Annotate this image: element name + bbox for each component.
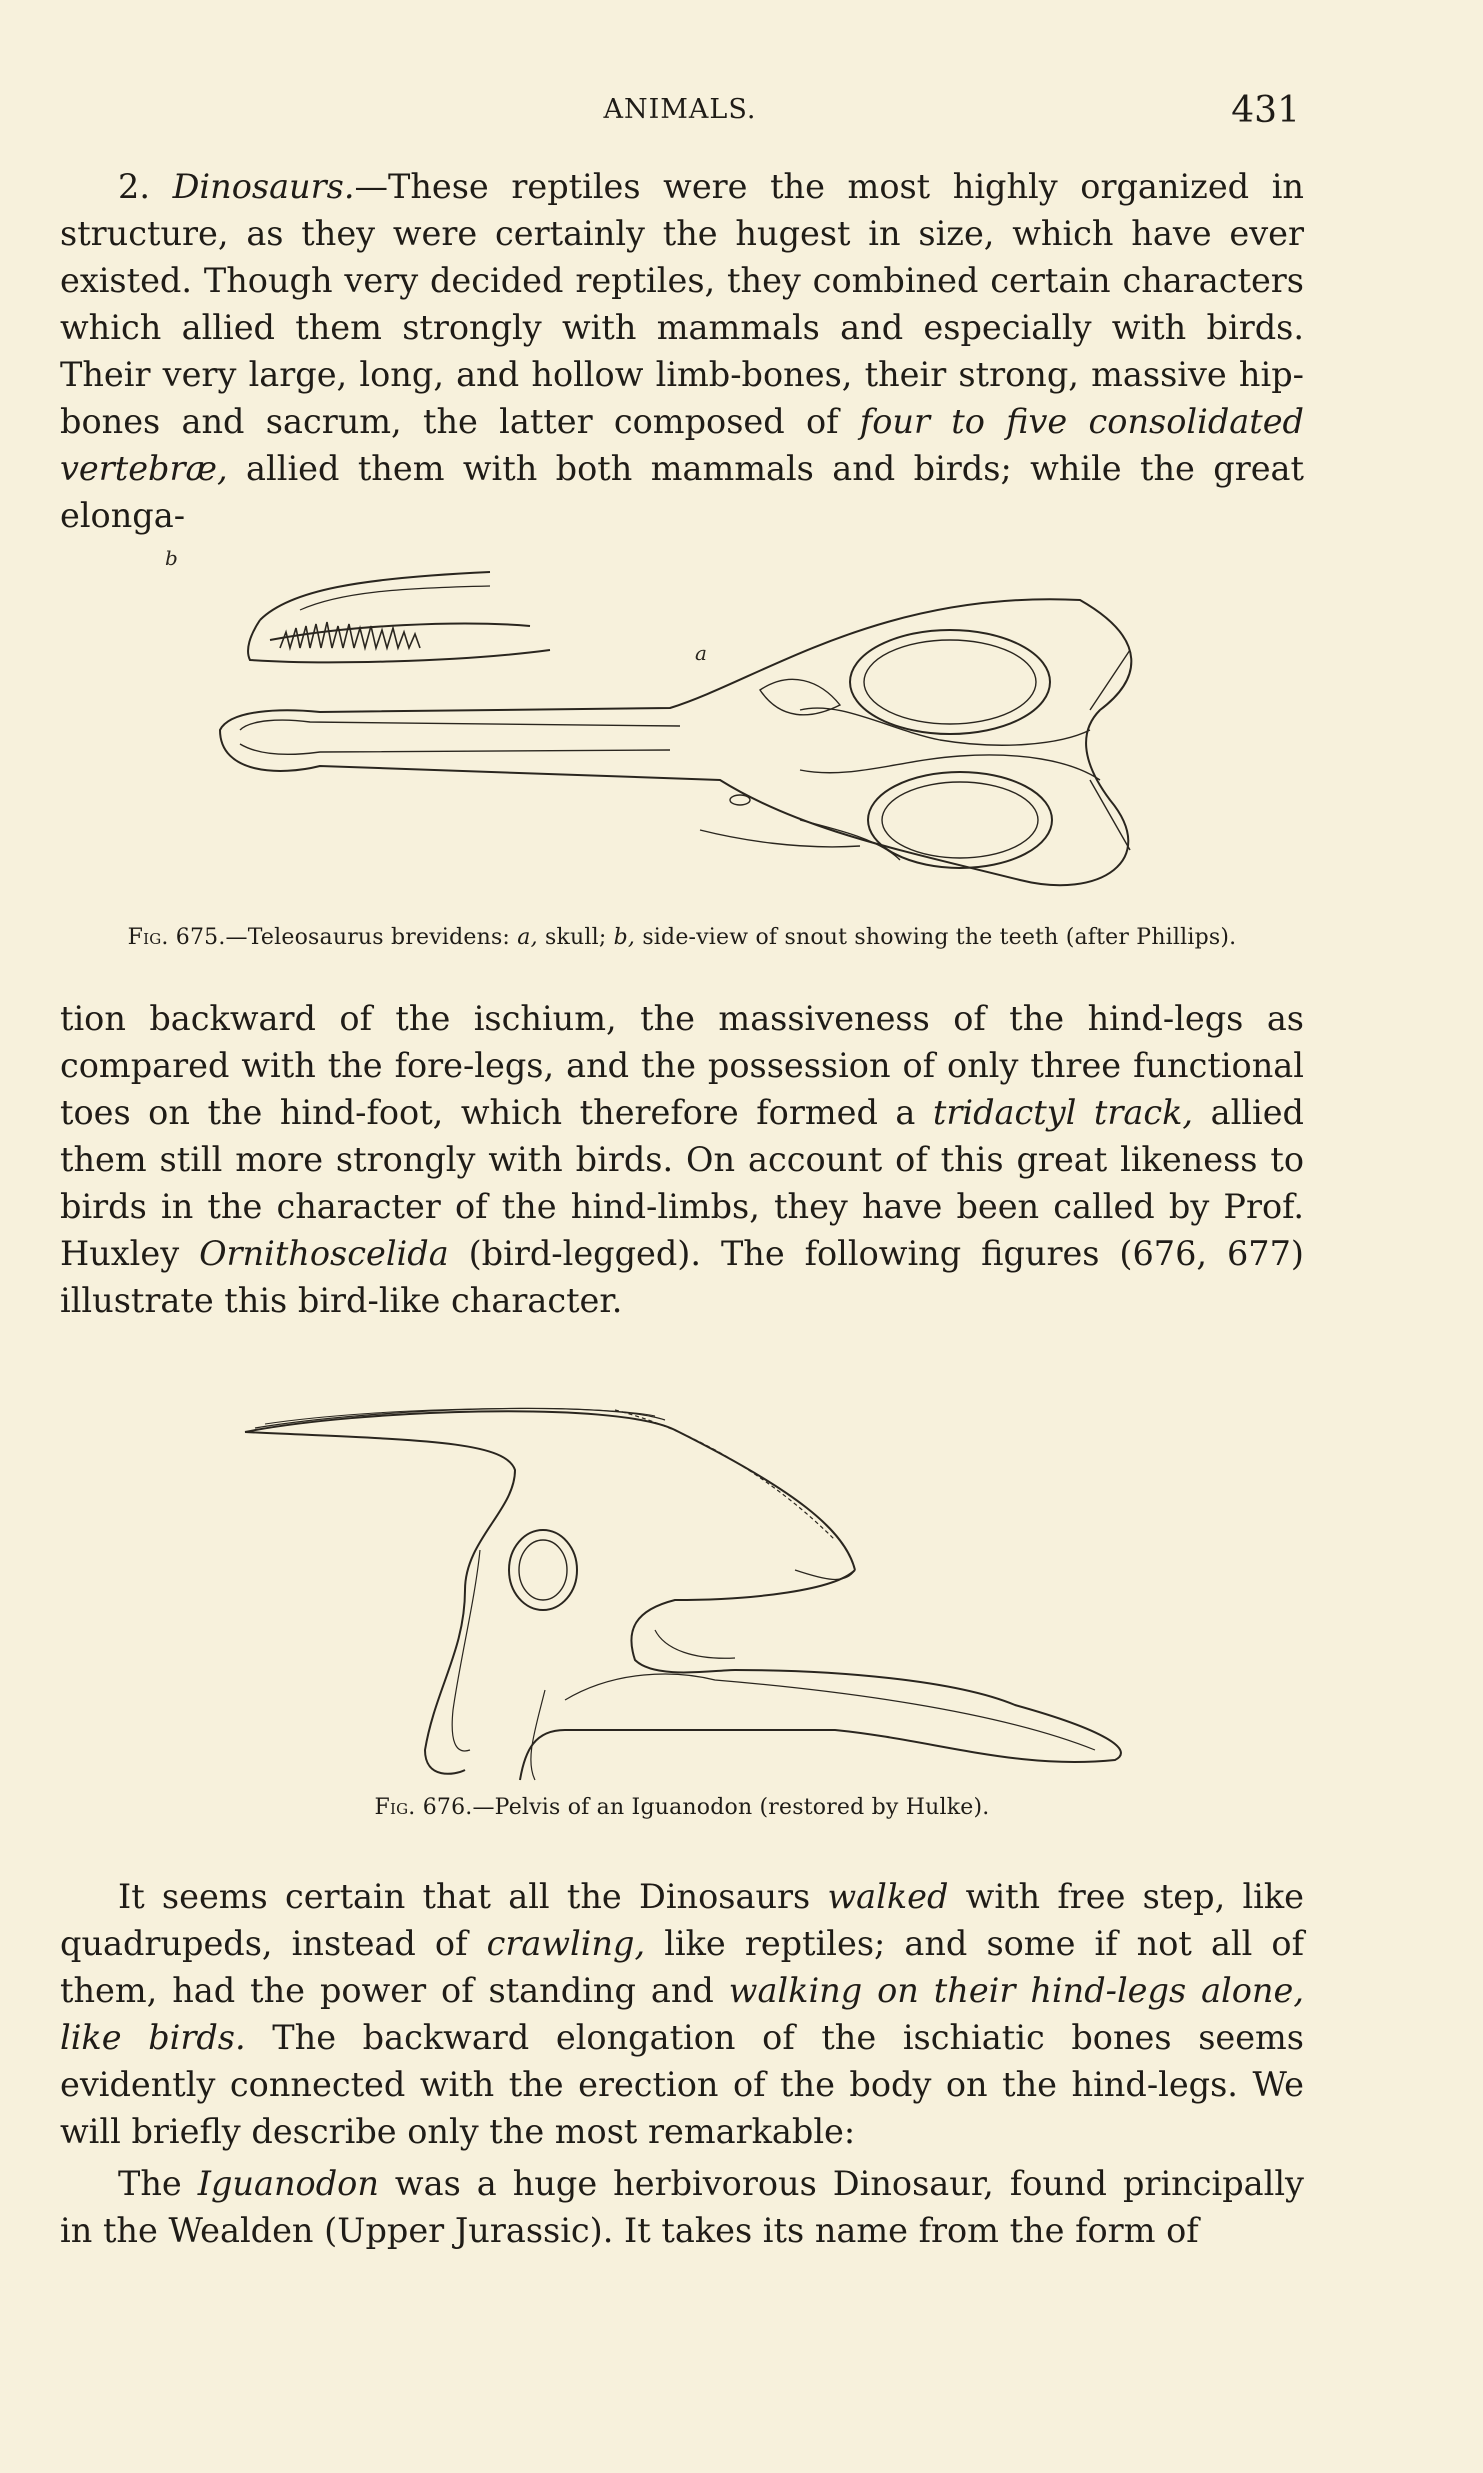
paragraph-iguanodon: The Iguanodon was a huge herbivorous Dinosaur, found principally in the Wealden (Upper Jurassic). It takes its name from the form of	[60, 2164, 1304, 2250]
page-number: 431	[1231, 90, 1300, 131]
paragraph-walked: It seems certain that all the Dinosaurs walked with free step, like quadrupeds, instead of crawling, like reptiles; and some if not all of them, had the power of standing and walking on their hind-legs alone, like birds. The backward elongation of the ischiatic bones seems evidently connected with the erection of the body on the hind-legs. We will briefly describe only the most remarkable:	[60, 1877, 1305, 2151]
paragraph-ischium: tion backward of the ischium, the massiveness of the hind-legs as compared with the fore-legs, and the possession of only three functional toes on the hind-foot, which therefore formed a tridactyl track, allied them still more strongly with birds. On account of this great likeness to birds in the character of the hind-limbs, they have been called by Prof. Huxley Ornithoscelida (bird-legged). The following figures (676, 677) illustrate this bird-like character.	[60, 999, 1305, 1320]
figure-675-teleosaurus-skull	[165, 530, 1160, 910]
section-title: Dinosaurs.	[172, 167, 355, 206]
figure-676-iguanodon-pelvis	[235, 1370, 1135, 1790]
running-head: ANIMALS.	[603, 94, 757, 125]
section-number: 2.	[118, 167, 150, 206]
figure-label-a: a	[695, 641, 707, 665]
figure-label-b: b	[165, 546, 178, 570]
figure-676-caption: Fig. 676.—Pelvis of an Iguanodon (restored by Hulke).	[374, 1795, 990, 1820]
paragraph-dinosaurs: 2. Dinosaurs.—These reptiles were the most highly organized in structure, as they were certainly the hugest in size, which have ever existed. Though very decided reptiles, they combined certain characters which allied them strongly with mammals and especially with birds. Their very large, long, and hollow limb-bones, their strong, massive hip-bones and sacrum, the latter composed of four to five consolidated vertebræ, allied them with both mammals and birds; while the great elonga-	[60, 167, 1304, 535]
figure-675-caption: Fig. 675.—Teleosaurus brevidens: a, skull; b, side-view of snout showing the teeth (after Phillips).	[127, 925, 1237, 950]
page-header	[60, 86, 1300, 136]
